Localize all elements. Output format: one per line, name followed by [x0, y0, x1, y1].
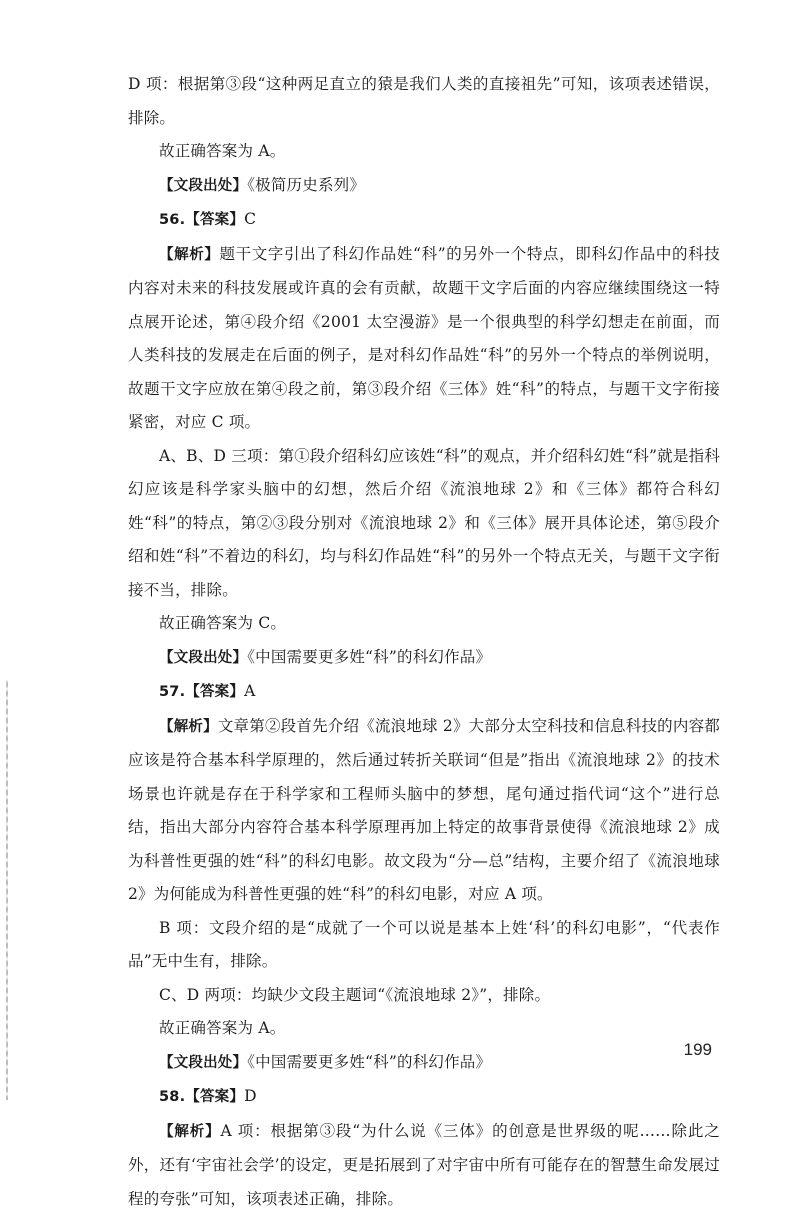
- question-answer-label: 58.【答案】: [159, 1089, 244, 1105]
- paragraph-q57-answer: [128, 675, 720, 710]
- analysis-label: 【解析】: [159, 1124, 221, 1140]
- paragraph-q57-b: [128, 912, 720, 979]
- paragraph-text: D: [244, 1087, 257, 1105]
- paragraph-q56-analysis: [128, 238, 720, 440]
- paragraph-text: 故正确答案为 A。: [159, 1019, 285, 1037]
- paragraph-q58-analysis: [128, 1115, 720, 1216]
- paragraph-d-item: [128, 68, 720, 135]
- paragraph-text: A、B、D 三项：第①段介绍科幻应该姓“科”的观点，并介绍科幻姓“科”就是指科幻应该是科学家头脑中的幻想，然后介绍《流浪地球 2》和《三体》都符合科幻姓“科”的特点，第②③段分别对《流浪地球 2》和《三体》展开具体论述，第⑤段介绍和姓“科”不着边的科幻，均与科幻作品姓“科”的另外一个特点无关，与题干文字衔接不当，排除。: [128, 447, 720, 599]
- paragraph-text: 《中国需要更多姓“科”的科幻作品》: [247, 648, 491, 666]
- paragraph-answer-c: [128, 607, 720, 641]
- paragraph-text: 故正确答案为 C。: [159, 614, 286, 632]
- paragraph-text: 《极简历史系列》: [247, 176, 365, 194]
- section-label: 【文段出处】: [159, 178, 247, 194]
- paragraph-text: 故正确答案为 A。: [159, 142, 285, 160]
- paragraph-text: C: [244, 210, 256, 228]
- paragraph-text: B 项：文段介绍的是“成就了一个可以说是基本上姓‘科’的科幻电影”，“代表作品”无中生有，排除。: [128, 919, 720, 971]
- paragraph-source: [128, 169, 720, 204]
- paragraph-text: 文章第②段首先介绍《流浪地球 2》大部分太空科技和信息科技的内容都应该是符合基本科学原理的，然后通过转折关联词“但是”指出《流浪地球 2》的技术场景也许就是存在于科学家和工程师头脑中的梦想，尾句通过指代词“这个”进行总结，指出大部分内容符合基本科学原理再加上特定的故事背景使得《流浪地球 2》成为科普性更强的姓“科”的科幻电影。故文段为“分—总”结构，主要介绍了《流浪地球 2》为何能成为科普性更强的姓“科”的科幻电影，对应 A 项。: [128, 717, 720, 904]
- question-answer-label: 56.【答案】: [159, 212, 244, 228]
- paragraph-q56-abd: [128, 440, 720, 608]
- paragraph-text: D 项：根据第③段“这种两足直立的猿是我们人类的直接祖先”可知，该项表述错误，排除。: [128, 75, 720, 127]
- paragraph-answer-a: [128, 135, 720, 169]
- paragraph-q58-answer: [128, 1080, 720, 1115]
- analysis-label: 【解析】: [159, 247, 220, 263]
- paragraph-q57-cd: [128, 979, 720, 1013]
- scan-edge-dots: [6, 680, 8, 1100]
- page-number: 199: [684, 1040, 712, 1060]
- paragraph-q57-analysis: [128, 710, 720, 912]
- section-label: 【文段出处】: [159, 1055, 247, 1071]
- paragraph-text: 《中国需要更多姓“科”的科幻作品》: [247, 1053, 491, 1071]
- paragraph-q56-answer: [128, 203, 720, 238]
- paragraph-answer-a: [128, 1012, 720, 1046]
- paragraph-text: 题干文字引出了科幻作品姓“科”的另外一个特点，即科幻作品中的科技内容对未来的科技发展或许真的会有贡献，故题干文字后面的内容应继续围绕这一特点展开论述，第④段介绍《2001 太空漫游》是一个很典型的科学幻想走在前面，而人类科技的发展走在后面的例子，是对科幻作品姓“科”的另外一个特点的举例说明，故题干文字应放在第④段之前，第③段介绍《三体》姓“科”的特点，与题干文字衔接紧密，对应 C 项。: [128, 245, 720, 432]
- paragraph-text: C、D 两项：均缺少文段主题词“《流浪地球 2》”，排除。: [159, 986, 550, 1004]
- question-answer-label: 57.【答案】: [159, 684, 244, 700]
- document-body: [128, 68, 720, 1216]
- paragraph-text: A 项：根据第③段“为什么说《三体》的创意是世界级的呢……除此之外，还有‘宇宙社会学’的设定，更是拓展到了对宇宙中所有可能存在的智慧生命发展过程的夸张”可知，该项表述正确，排除。: [128, 1122, 720, 1208]
- paragraph-source: [128, 1046, 720, 1081]
- paragraph-source: [128, 641, 720, 676]
- paragraph-text: A: [244, 682, 255, 700]
- section-label: 【文段出处】: [159, 650, 247, 666]
- analysis-label: 【解析】: [159, 719, 218, 735]
